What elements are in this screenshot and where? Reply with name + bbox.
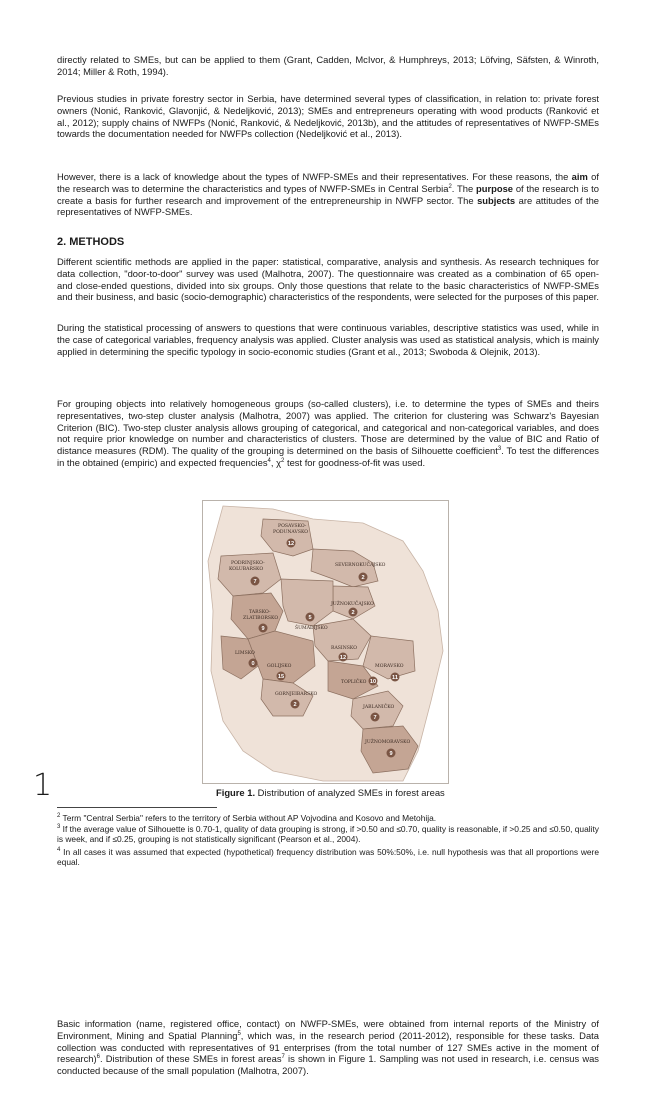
region-juznomoravsko-count: 9 [389, 751, 393, 757]
region-podrinjsko-label: PODRINJSKO- [231, 561, 265, 566]
paragraph-aim: However, there is a lack of knowledge about the types of NWFP-SMEs and their representatives. For these reasons, the aim of the research was to determine the characteristics and types of NWFP-SMEs in Central Serbia$^2$. The purpose of the research is to create a basis for further research and improvement of the entrepreneurship in NWFP sector. The subjects are attitudes of the representatives of NWFP-SMEs. [57, 171, 599, 218]
figure-map [202, 500, 449, 784]
region-juznokucajsko-count: 2 [351, 610, 355, 616]
region-moravsko-count: 11 [392, 675, 398, 681]
region-toplicko-label: TOPLIČKO [341, 680, 367, 685]
region-posavsko-count: 12 [287, 541, 295, 547]
region-toplicko-count: 10 [369, 679, 377, 685]
region-moravsko-label: MORAVSKO [375, 664, 404, 669]
region-podrinjsko-label2: KOLUBARSKO [229, 567, 264, 572]
region-posavsko-label2: PODUNAVSKO [273, 530, 309, 535]
footnote-2: $^2$ Term "Central Serbia" refers to the territory of Serbia without AP Vojvodina and Kosovo and Metohija. [57, 813, 437, 823]
region-tarsko-label: TARSKO- [249, 610, 271, 615]
region-juznomoravsko-label: JUŽNOMORAVSKO [365, 740, 411, 745]
region-limsko-count: 0 [251, 661, 255, 667]
page-number: 1 [33, 768, 53, 803]
region-golijsko-count: 15 [277, 674, 285, 680]
region-sumadijsko-label: ŠUMADIJSKO [295, 626, 328, 631]
footnote-4: $^4$ In all cases it was assumed that expected (hypothetical) frequency distribution was 50%:50%, i.e. null hypothesis was that all proportions were equal. [57, 847, 599, 868]
region-rasinsko-label: RASINSKO [331, 646, 357, 651]
section-heading-methods: 2. METHODS [57, 236, 125, 248]
footnote-3: $^3$ If the average value of Silhouette is 0.70-1, quality of data grouping is strong, if >0.50 and ≤0.70, quality is reasonable, if >0.25 and ≤0.50, quality is week, and if ≤0.25, grouping is not statistically significant (Pearson et al., 2004). [57, 824, 599, 845]
region-podrinjsko-count: 7 [253, 579, 257, 585]
figure-caption: Figure 1. Distribution of analyzed SMEs in forest areas [216, 787, 445, 798]
region-sumadijsko-count: 5 [308, 615, 312, 621]
paragraph-clustering: For grouping objects into relatively homogeneous groups (so-called clusters), i.e. to determine the types of SMEs and theirs representatives, two-step cluster analysis (Malhotra, 2007) was applied. The criterion for clustering was Schwarz's Bayesian Criterion (BIC). Two-step cluster analysis allows grouping of categorical, and categorical and non-categorical variables, and does not require prior knowledge on number and characteristics of clusters. Those are determined by the value of BIC and Ratio of distance measures (RDM). The quality of the grouping is determined on the basis of Silhouette coefficient$^3$. To test the differences in the obtained (empiric) and expected frequencies$^4$, $\chi^2$ test for goodness-of-fit was used. [57, 398, 599, 468]
serbia-forest-areas-map [203, 501, 448, 783]
region-tarsko-count: 9 [261, 626, 265, 632]
region-limsko-label: LIMSKO [235, 651, 255, 656]
region-juznokucajsko-label: JUŽNOKUČAJSKO [331, 602, 374, 607]
region-rasinsko-count: 12 [339, 655, 347, 661]
paragraph-previous-studies: Previous studies in private forestry sector in Serbia, have determined several types of classification, in relation to: private forest owners (Nonić, Ranković, Glavonjić, & Nedeljković, 2013); SMEs and entrepreneurs operating with wood products (Ranković et al., 2012); supply chains of NWFPs (Nonić, Ranković, & Nedeljković, 2013b), and the attitudes of representatives of NWFP-SMEs towards the documentation needed for NWFPs collection (Nedeljković et al., 2013). [57, 93, 599, 140]
region-golijsko-label: GOLIJSKO [267, 664, 292, 669]
region-severnokucajsko-count: 2 [361, 575, 365, 581]
paragraph-basic-information: Basic information (name, registered office, contact) on NWFP-SMEs, were obtained from internal reports of the Ministry of Environment, Mining and Spatial Planning$^5$, which was, in the research period (2011-2012), responsible for these tasks. Data collection was conducted with representatives of 91 enterprises (from the total number of 127 SMEs active in the moment of research)$^6$. Distribution of these SMEs in forest areas$^7$ is shown in Figure 1. Sampling was not used in research, i.e. census was conducted because of the small population (Malhotra, 2007). [57, 1018, 599, 1077]
region-jablanicko-label: JABLANIČKO [363, 705, 395, 710]
region-gornjeibarsko-count: 2 [293, 702, 297, 708]
paragraph-methods: Different scientific methods are applied in the paper: statistical, comparative, analysis and synthesis. As research techniques for data collection, "door-to-door" survey was used (Malhotra, 2007). The questionnaire was created as a combination of 65 open- and close-ended questions, divided into six groups. Only those questions that relate to the basic characteristics of NWFP-SMEs and their business, and basic (socio-demographic) characteristics of the respondents, were selected for the purposes of this paper. [57, 256, 599, 303]
region-gornjeibarsko-label: GORNJEIBARSKO [275, 692, 318, 697]
region-tarsko-label2: ZLATIBORSKO [243, 616, 279, 621]
region-severnokucajsko-label: SEVERNOKUČAJSKO [335, 563, 386, 568]
region-jablanicko-count: 7 [373, 715, 377, 721]
footnote-divider [57, 807, 217, 808]
region-posavsko-label: POSAVSKO- [278, 524, 307, 529]
paragraph-intro-end: directly related to SMEs, but can be applied to them (Grant, Cadden, McIvor, & Humphreys, 2013; Löfving, Säfsten, & Winroth, 2014; Miller & Roth, 1994). [57, 54, 599, 77]
paragraph-statistics: During the statistical processing of answers to questions that were continuous variables, descriptive statistics was used, while in the case of categorical variables, frequency analysis was applied. Cluster analysis was used as statistical analysis, which is mainly applied in determining the specific typology in socio-economic studies (Grant et al., 2013; Swoboda & Olejnik, 2013). [57, 322, 599, 357]
